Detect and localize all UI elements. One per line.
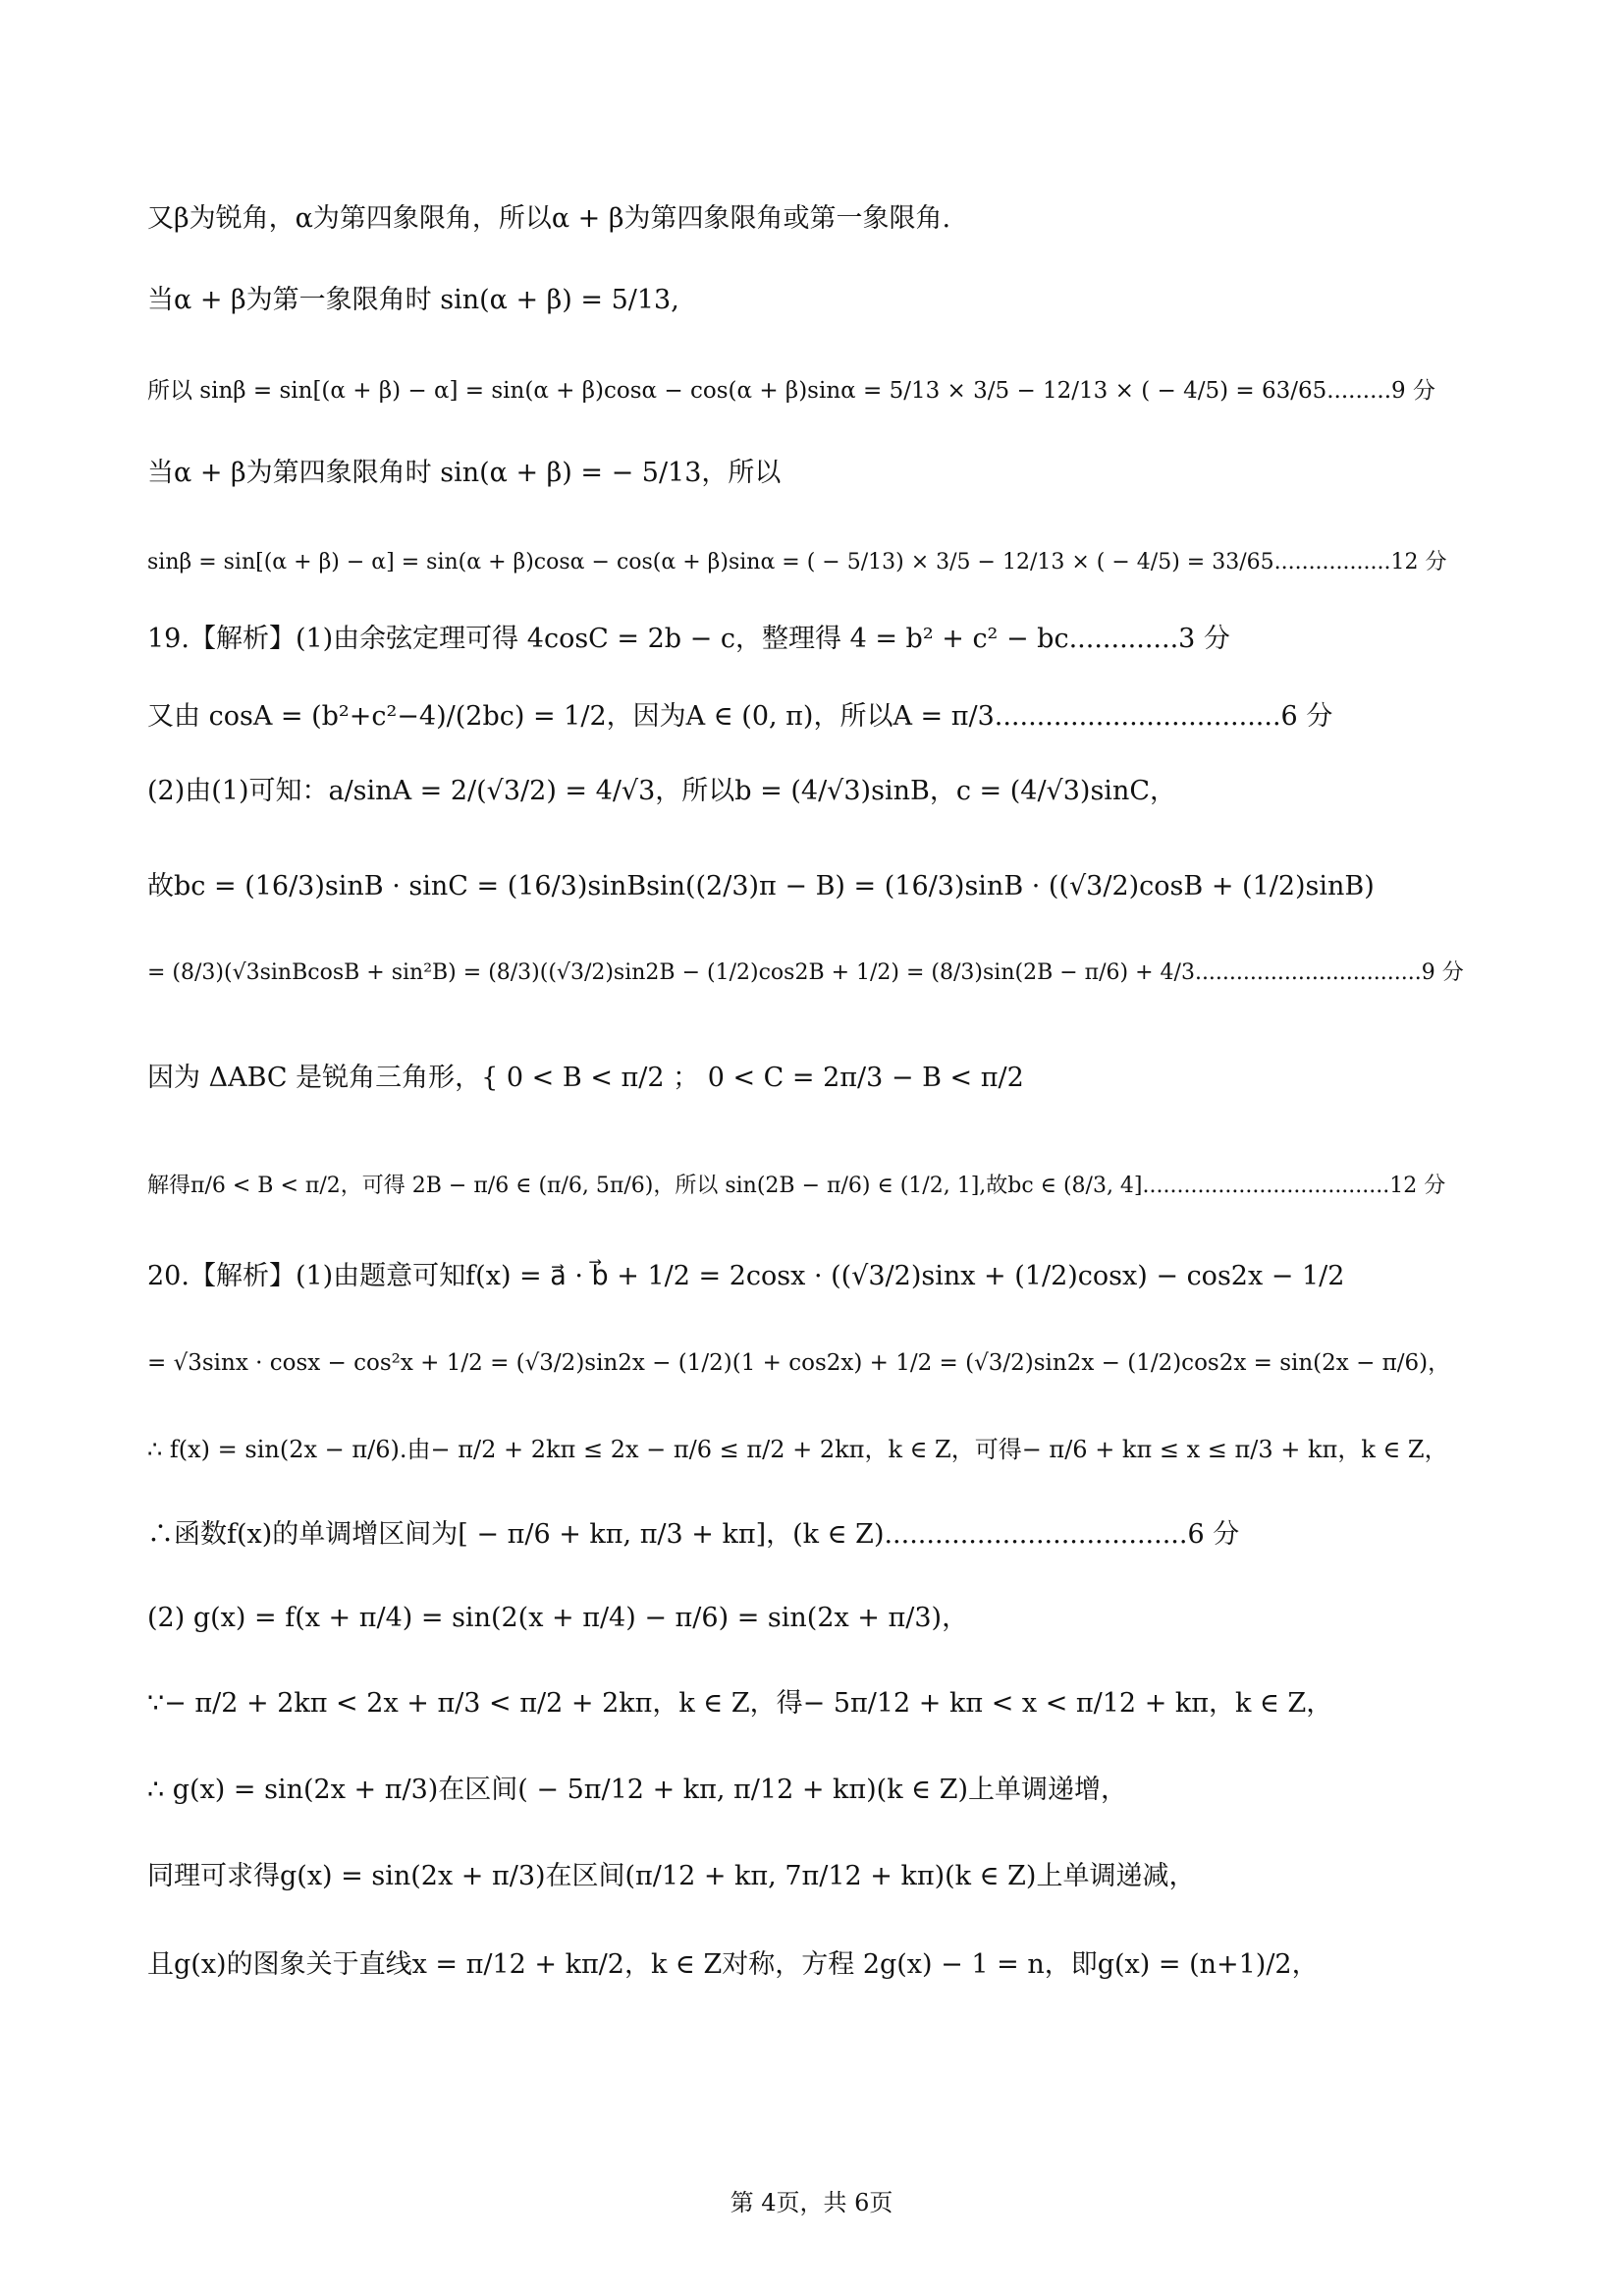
text-line-7: 又由 cosA = (b²+c²−4)/(2bc) = 1/2，因为A ∈ (0, π)，所以A = π/3..................................6 分 [147,701,1333,732]
text-line-6: 19.【解析】(1)由余弦定理可得 4cosC = 2b − c，整理得 4 = b² + c² − bc.............3 分 [147,624,1230,654]
page-footer: 第 4页，共 6页 [730,2189,893,2216]
text-line-5: sinβ = sin[(α + β) − α] = sin(α + β)cosα − cos(α + β)sinα = ( − 5/13) × 3/5 − 12/13 × ( − 4/5) = 33/65.................12 分 [147,550,1447,574]
text-line-12: 解得π/6 < B < π/2，可得 2B − π/6 ∈ (π/6, 5π/6)，所以 sin(2B − π/6) ∈ (1/2, 1],故bc ∈ (8/3, 4]....................................12 分 [147,1174,1446,1198]
text-line-17: (2) g(x) = f(x + π/4) = sin(2(x + π/4) − π/6) = sin(2x + π/3)， [147,1603,969,1633]
text-line-1: 又β为锐角，α为第四象限角，所以α + β为第四象限角或第一象限角. [147,203,951,234]
text-line-11: 因为 ΔABC 是锐角三角形，{ 0 < B < π/2 ； 0 < C = 2π/3 − B < π/2 [147,1063,1024,1093]
text-line-20: 同理可求得g(x) = sin(2x + π/3)在区间(π/12 + kπ, 7π/12 + kπ)(k ∈ Z)上单调递减， [147,1861,1196,1891]
text-line-18: ∵− π/2 + 2kπ < 2x + π/3 < π/2 + 2kπ，k ∈ Z，得− 5π/12 + kπ < x < π/12 + kπ，k ∈ Z， [147,1688,1333,1719]
text-line-16: ∴函数f(x)的单调增区间为[ − π/6 + kπ, π/3 + kπ]，(k ∈ Z)....................................6 分 [147,1519,1240,1550]
text-line-10: = (8/3)(√3sinBcosB + sin²B) = (8/3)((√3/2)sin2B − (1/2)cos2B + 1/2) = (8/3)sin(2B − π/6) + 4/3.................................9 分 [147,960,1464,985]
text-line-2: 当α + β为第一象限角时 sin(α + β) = 5/13, [147,285,679,315]
text-line-8: (2)由(1)可知：a/sinA = 2/(√3/2) = 4/√3，所以b = (4/√3)sinB，c = (4/√3)sinC， [147,776,1176,806]
text-line-15: ∴ f(x) = sin(2x − π/6).由− π/2 + 2kπ ≤ 2x − π/6 ≤ π/2 + 2kπ，k ∈ Z，可得− π/6 + kπ ≤ x ≤ π/3 + kπ，k ∈ Z， [147,1436,1448,1463]
text-line-9: 故bc = (16/3)sinB · sinC = (16/3)sinBsin((2/3)π − B) = (16/3)sinB · ((√3/2)cosB + (1/2)sinB) [147,871,1375,902]
text-line-13: 20.【解析】(1)由题意可知f(x) = a⃗ · b⃗ + 1/2 = 2cosx · ((√3/2)sinx + (1/2)cosx) − cos2x − 1/2 [147,1261,1345,1291]
text-line-21: 且g(x)的图象关于直线x = π/12 + kπ/2，k ∈ Z对称，方程 2g(x) − 1 = n，即g(x) = (n+1)/2， [147,1949,1319,1980]
text-line-19: ∴ g(x) = sin(2x + π/3)在区间( − 5π/12 + kπ, π/12 + kπ)(k ∈ Z)上单调递增， [147,1775,1128,1805]
text-line-4: 当α + β为第四象限角时 sin(α + β) = − 5/13，所以 [147,458,782,488]
text-line-3: 所以 sinβ = sin[(α + β) − α] = sin(α + β)cosα − cos(α + β)sinα = 5/13 × 3/5 − 12/13 × ( − 4/5) = 63/65.........9 分 [147,378,1435,404]
text-line-14: = √3sinx · cosx − cos²x + 1/2 = (√3/2)sin2x − (1/2)(1 + cos2x) + 1/2 = (√3/2)sin2x − (1/2)cos2x = sin(2x − π/6)， [147,1350,1451,1376]
